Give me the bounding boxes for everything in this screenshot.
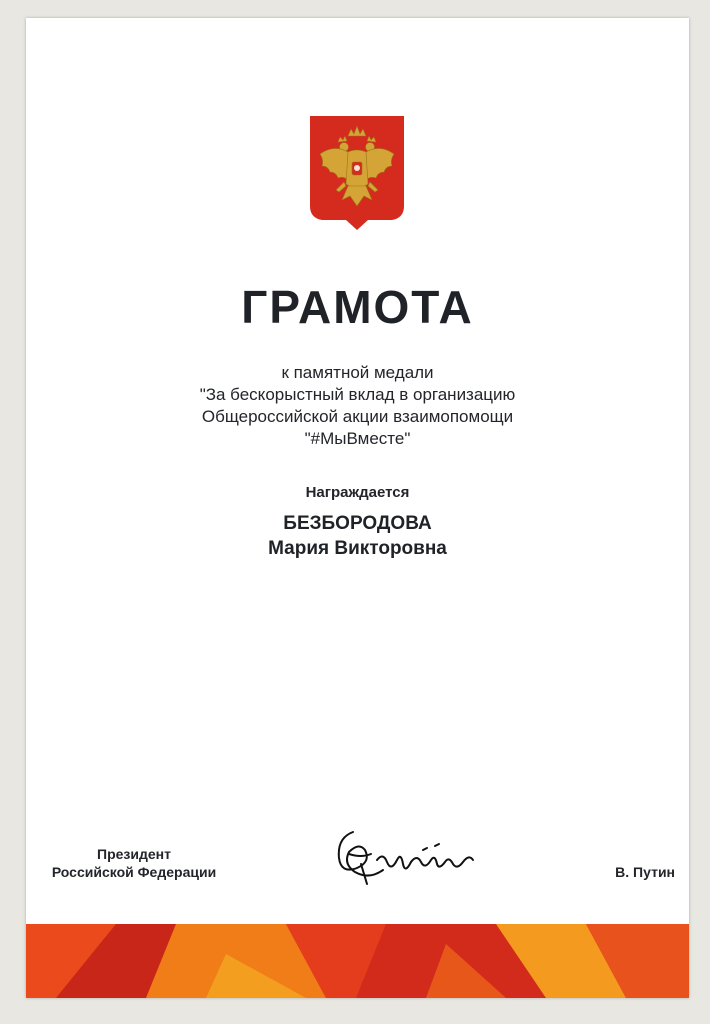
signatory-title-line: Российской Федерации xyxy=(51,864,217,880)
recipient-name xyxy=(26,511,689,561)
handwritten-signature xyxy=(331,824,481,890)
recipient-surname: БЕЗБОРОДОВА xyxy=(283,513,432,534)
award-description-line: к памятной медали xyxy=(281,363,434,382)
signatory-title-line: Президент xyxy=(97,846,171,862)
award-description xyxy=(66,362,649,450)
decorative-banner xyxy=(26,924,689,998)
russian-coat-of-arms-icon xyxy=(308,114,406,232)
award-description-line: "За бескорыстный вклад в организацию xyxy=(199,385,516,404)
signatory-title xyxy=(34,845,234,881)
recipient-given-names: Мария Викторовна xyxy=(268,538,447,559)
award-description-line: Общероссийской акции взаимопомощи xyxy=(201,407,514,426)
award-description-line: "#МыВместе" xyxy=(304,429,411,448)
signatory-name: В. Путин xyxy=(615,864,675,880)
certificate-page xyxy=(26,18,689,998)
awarded-label: Награждается xyxy=(305,484,410,501)
certificate-title: ГРАМОТА xyxy=(241,281,474,333)
